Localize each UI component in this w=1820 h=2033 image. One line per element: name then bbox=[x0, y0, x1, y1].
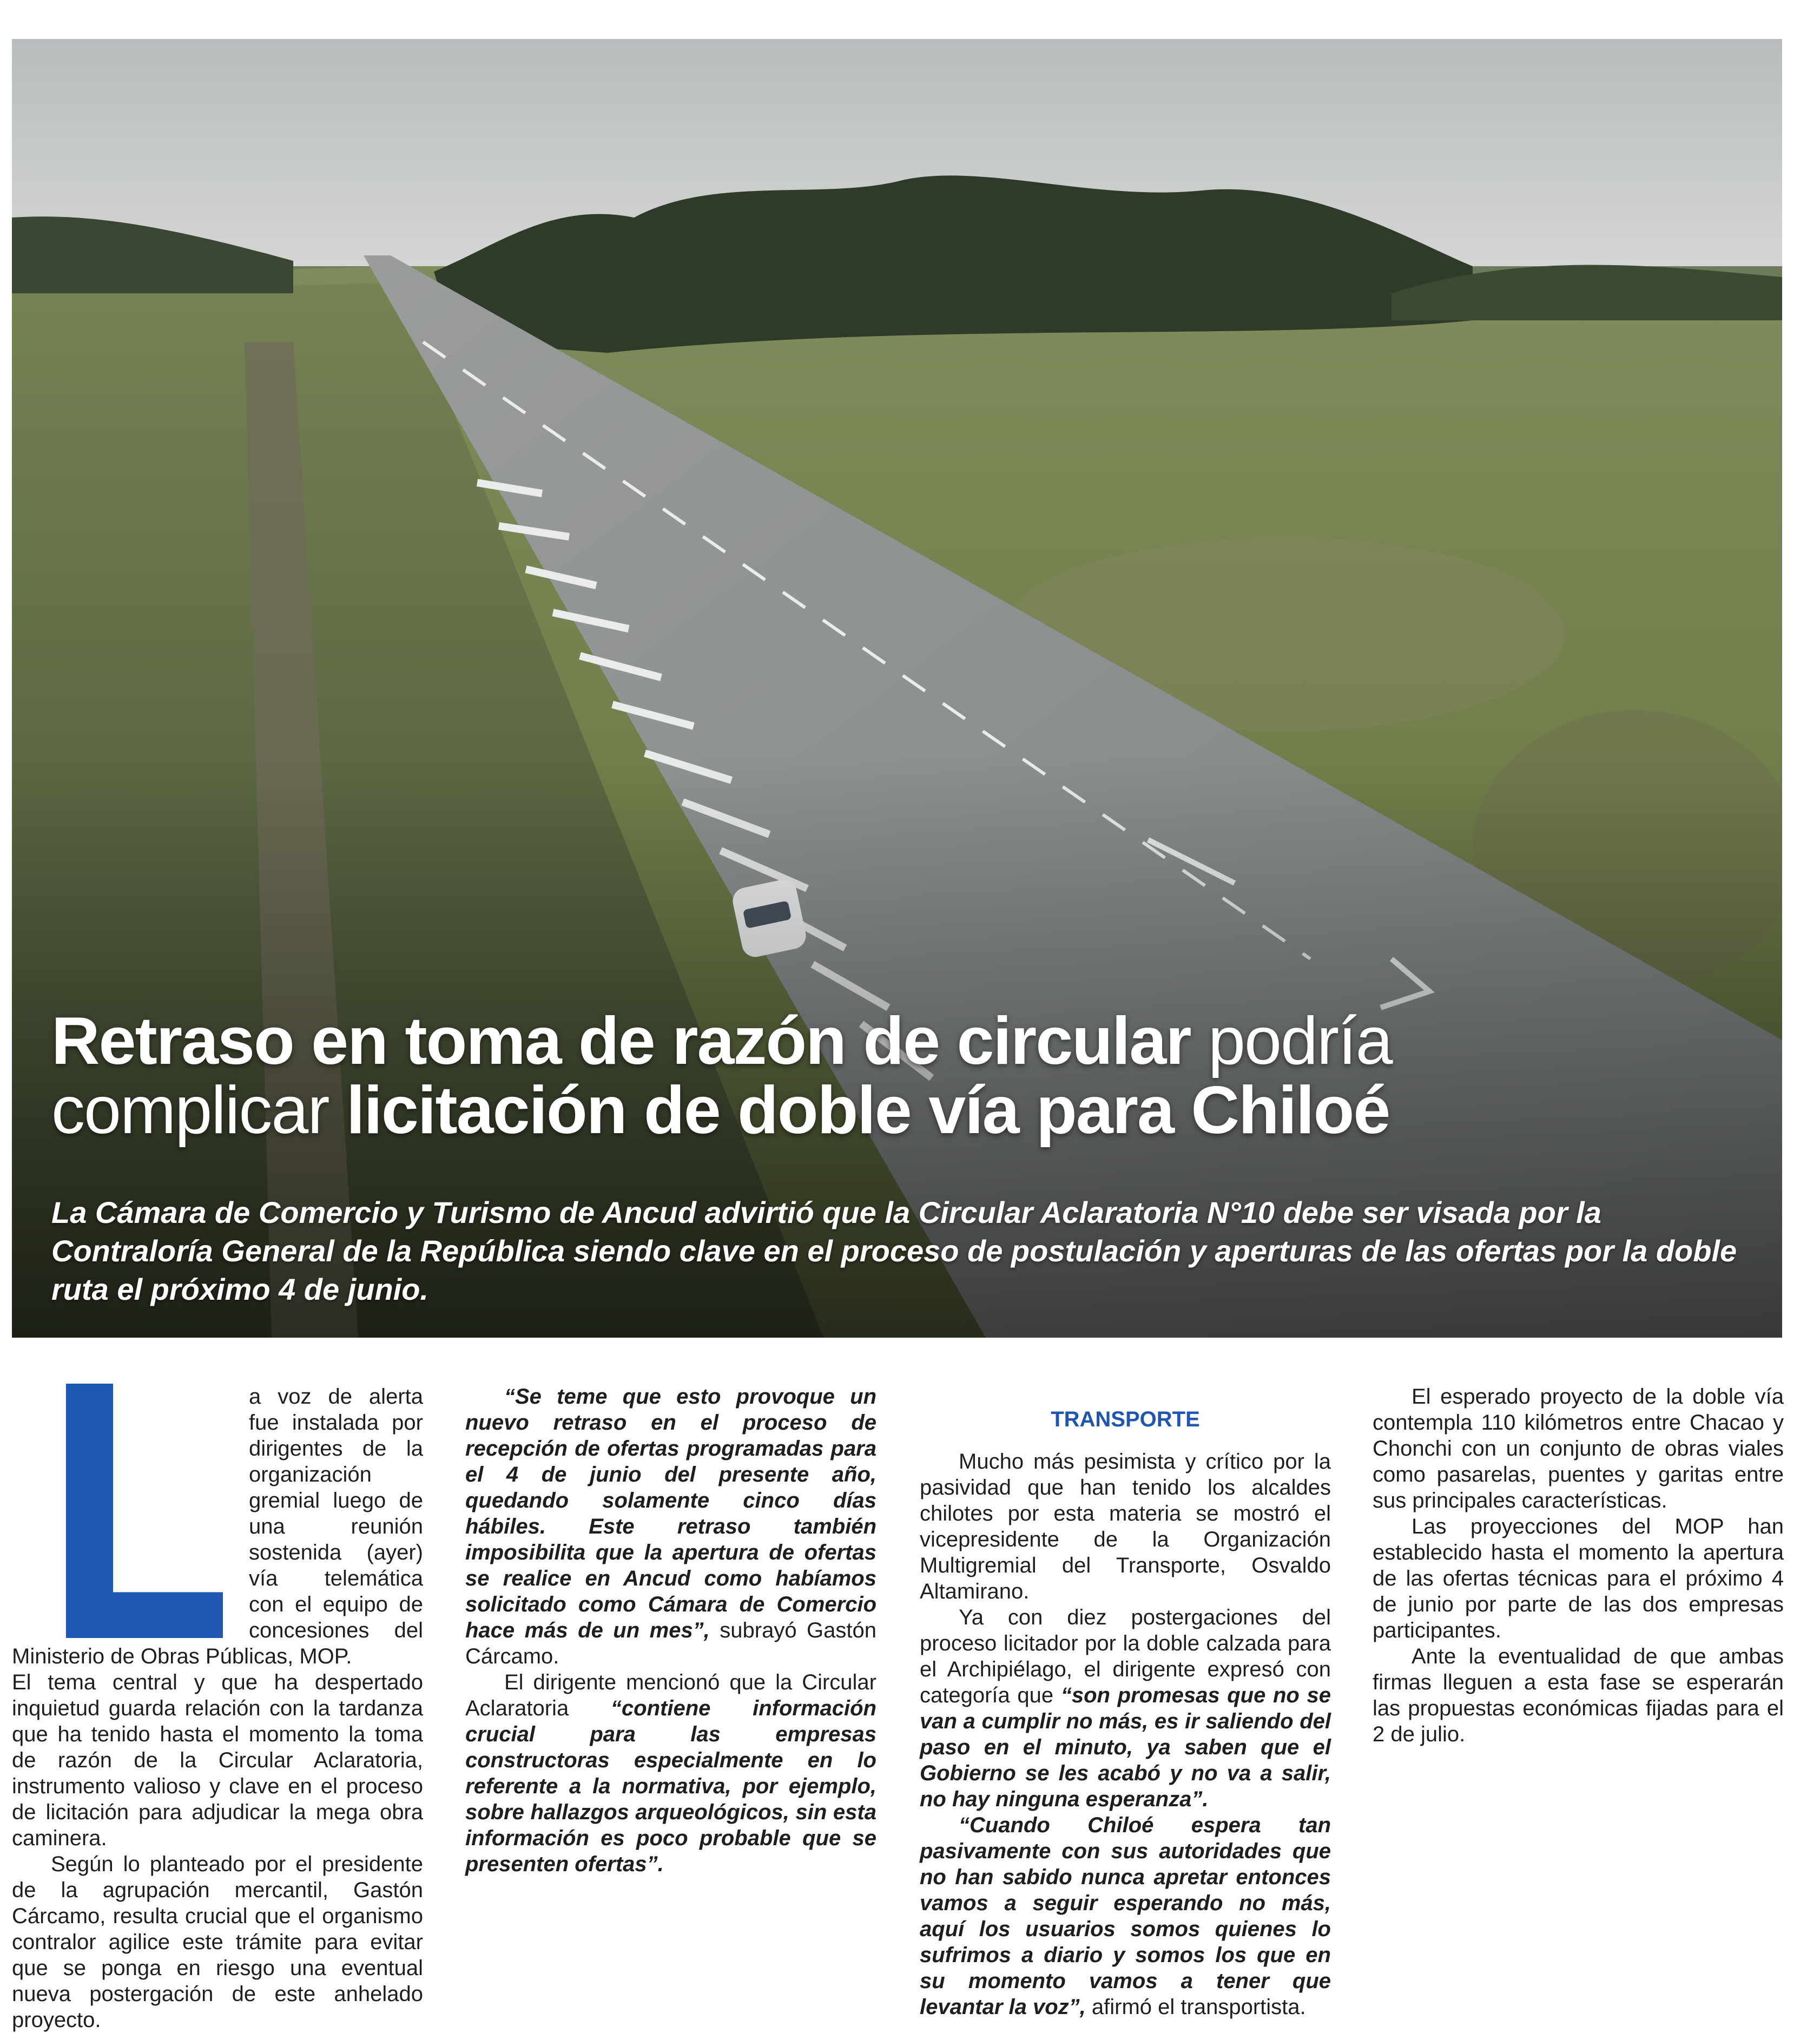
article-column-2 bbox=[465, 1384, 876, 1877]
article-paragraph: Según lo planteado por el presidente de la agrupación mercantil, Gastón Cárcamo, resulta crucial que el organismo contralor agilice este trámite para evitar que se ponga en riesgo una eventual nueva postergación de este anhelado proyecto. bbox=[12, 1852, 423, 2032]
headline-bold-1: Retraso en toma de razón de circular bbox=[51, 1004, 1191, 1078]
article-column-4 bbox=[1373, 1384, 1784, 1747]
quote-text: “son promesas que no se van a cumplir no más, es ir saliendo del paso en el minuto, ya saben que el Gobierno se les acabó y no va a salir, no hay ninguna esperanza”. bbox=[920, 1683, 1331, 1811]
article-paragraph: Mucho más pesimista y crítico por la pasividad que han tenido los alcaldes chilotes por esta materia se mostró el vicepresidente de la Organización Multigremial del Transporte, Osvaldo Altamirano. bbox=[920, 1450, 1331, 1603]
article-paragraph bbox=[465, 1384, 876, 1669]
paragraph-text: subrayó Gastón Cárcamo. bbox=[465, 1618, 877, 1668]
article-paragraph: Ante la eventualidad de que ambas firmas lleguen a esta fase se esperarán las propuestas económicas fijadas para el 2 de julio. bbox=[1373, 1644, 1784, 1746]
article-column-1 bbox=[12, 1384, 423, 2033]
quote-text: “Cuando Chiloé espera tan pasivamente con sus autoridades que no han sabido nunca apretar entonces vamos a seguir esperando no más, aquí los usuarios somos quienes lo sufrimos a diario y somos los que en su momento vamos a tener que levantar la voz”, bbox=[920, 1813, 1331, 2019]
article-paragraph bbox=[920, 1604, 1331, 1812]
subheadline: La Cámara de Comercio y Turismo de Ancud advirtió que la Circular Aclaratoria N°10 debe ser visada por la Contraloría General de la República siendo clave en el proceso de postulación y aperturas de las ofertas por la doble ruta el próximo 4 de junio. bbox=[51, 1195, 1737, 1306]
headline-light-1: podría bbox=[1208, 1004, 1392, 1078]
quote-text: “contiene información crucial para las empresas constructoras especialmente en lo referente a la normativa, por ejemplo, sobre hallazgos arqueológicos, sin esta información es poco probable que se presenten ofertas”. bbox=[465, 1696, 876, 1876]
headline-light-2: complicar bbox=[51, 1073, 329, 1148]
section-heading: TRANSPORTE bbox=[1051, 1407, 1200, 1431]
paragraph-text: El dirigente mencionó que la Circular Aclaratoria bbox=[465, 1670, 876, 1720]
article-paragraph bbox=[920, 1812, 1331, 2020]
article-paragraph: El esperado proyecto de la doble vía contempla 110 kilómetros entre Chacao y Chonchi con un conjunto de obras viales como pasarelas, puentes y garitas entre sus principales características. bbox=[1373, 1385, 1784, 1512]
article-column-3 bbox=[920, 1384, 1331, 2020]
article-paragraph: El tema central y que ha despertado inquietud guarda relación con la tardanza que ha tenido hasta el momento la toma de razón de la Circular Aclaratoria, instrumento valioso y clave en el proceso de licitación para adjudicar la mega obra caminera. bbox=[12, 1670, 423, 1850]
article-paragraph bbox=[465, 1669, 876, 1877]
headline-bold-2: licitación de doble vía para Chiloé bbox=[346, 1073, 1390, 1148]
article-paragraph: Las proyecciones del MOP han establecido hasta el momento la apertura de las ofertas técnicas para el próximo 4 de junio por parte de las dos empresas participantes. bbox=[1373, 1515, 1784, 1642]
headline bbox=[51, 1004, 1761, 1148]
article-paragraph: a voz de alerta fue instalada por dirigentes de la organización gremial luego de una reunión sostenida (ayer) vía telemática con el equipo de concesiones del Ministerio de Obras Públicas, MOP. bbox=[12, 1385, 423, 1668]
paragraph-text: Ya con diez postergaciones del proceso licitador por la doble calzada para el Archipiélago, el dirigente expresó con categoría que bbox=[920, 1606, 1331, 1707]
quote-text: “Se teme que esto provoque un nuevo retraso en el proceso de recepción de ofertas programadas para el 4 de junio del presente año, quedando solamente cinco días hábiles. Este retraso también imposibilita que la apertura de ofertas se realice en Ancud como habíamos solicitado como Cámara de Comercio hace más de un mes”, bbox=[465, 1385, 876, 1642]
paragraph-text: afirmó el transportista. bbox=[1085, 1995, 1306, 2019]
